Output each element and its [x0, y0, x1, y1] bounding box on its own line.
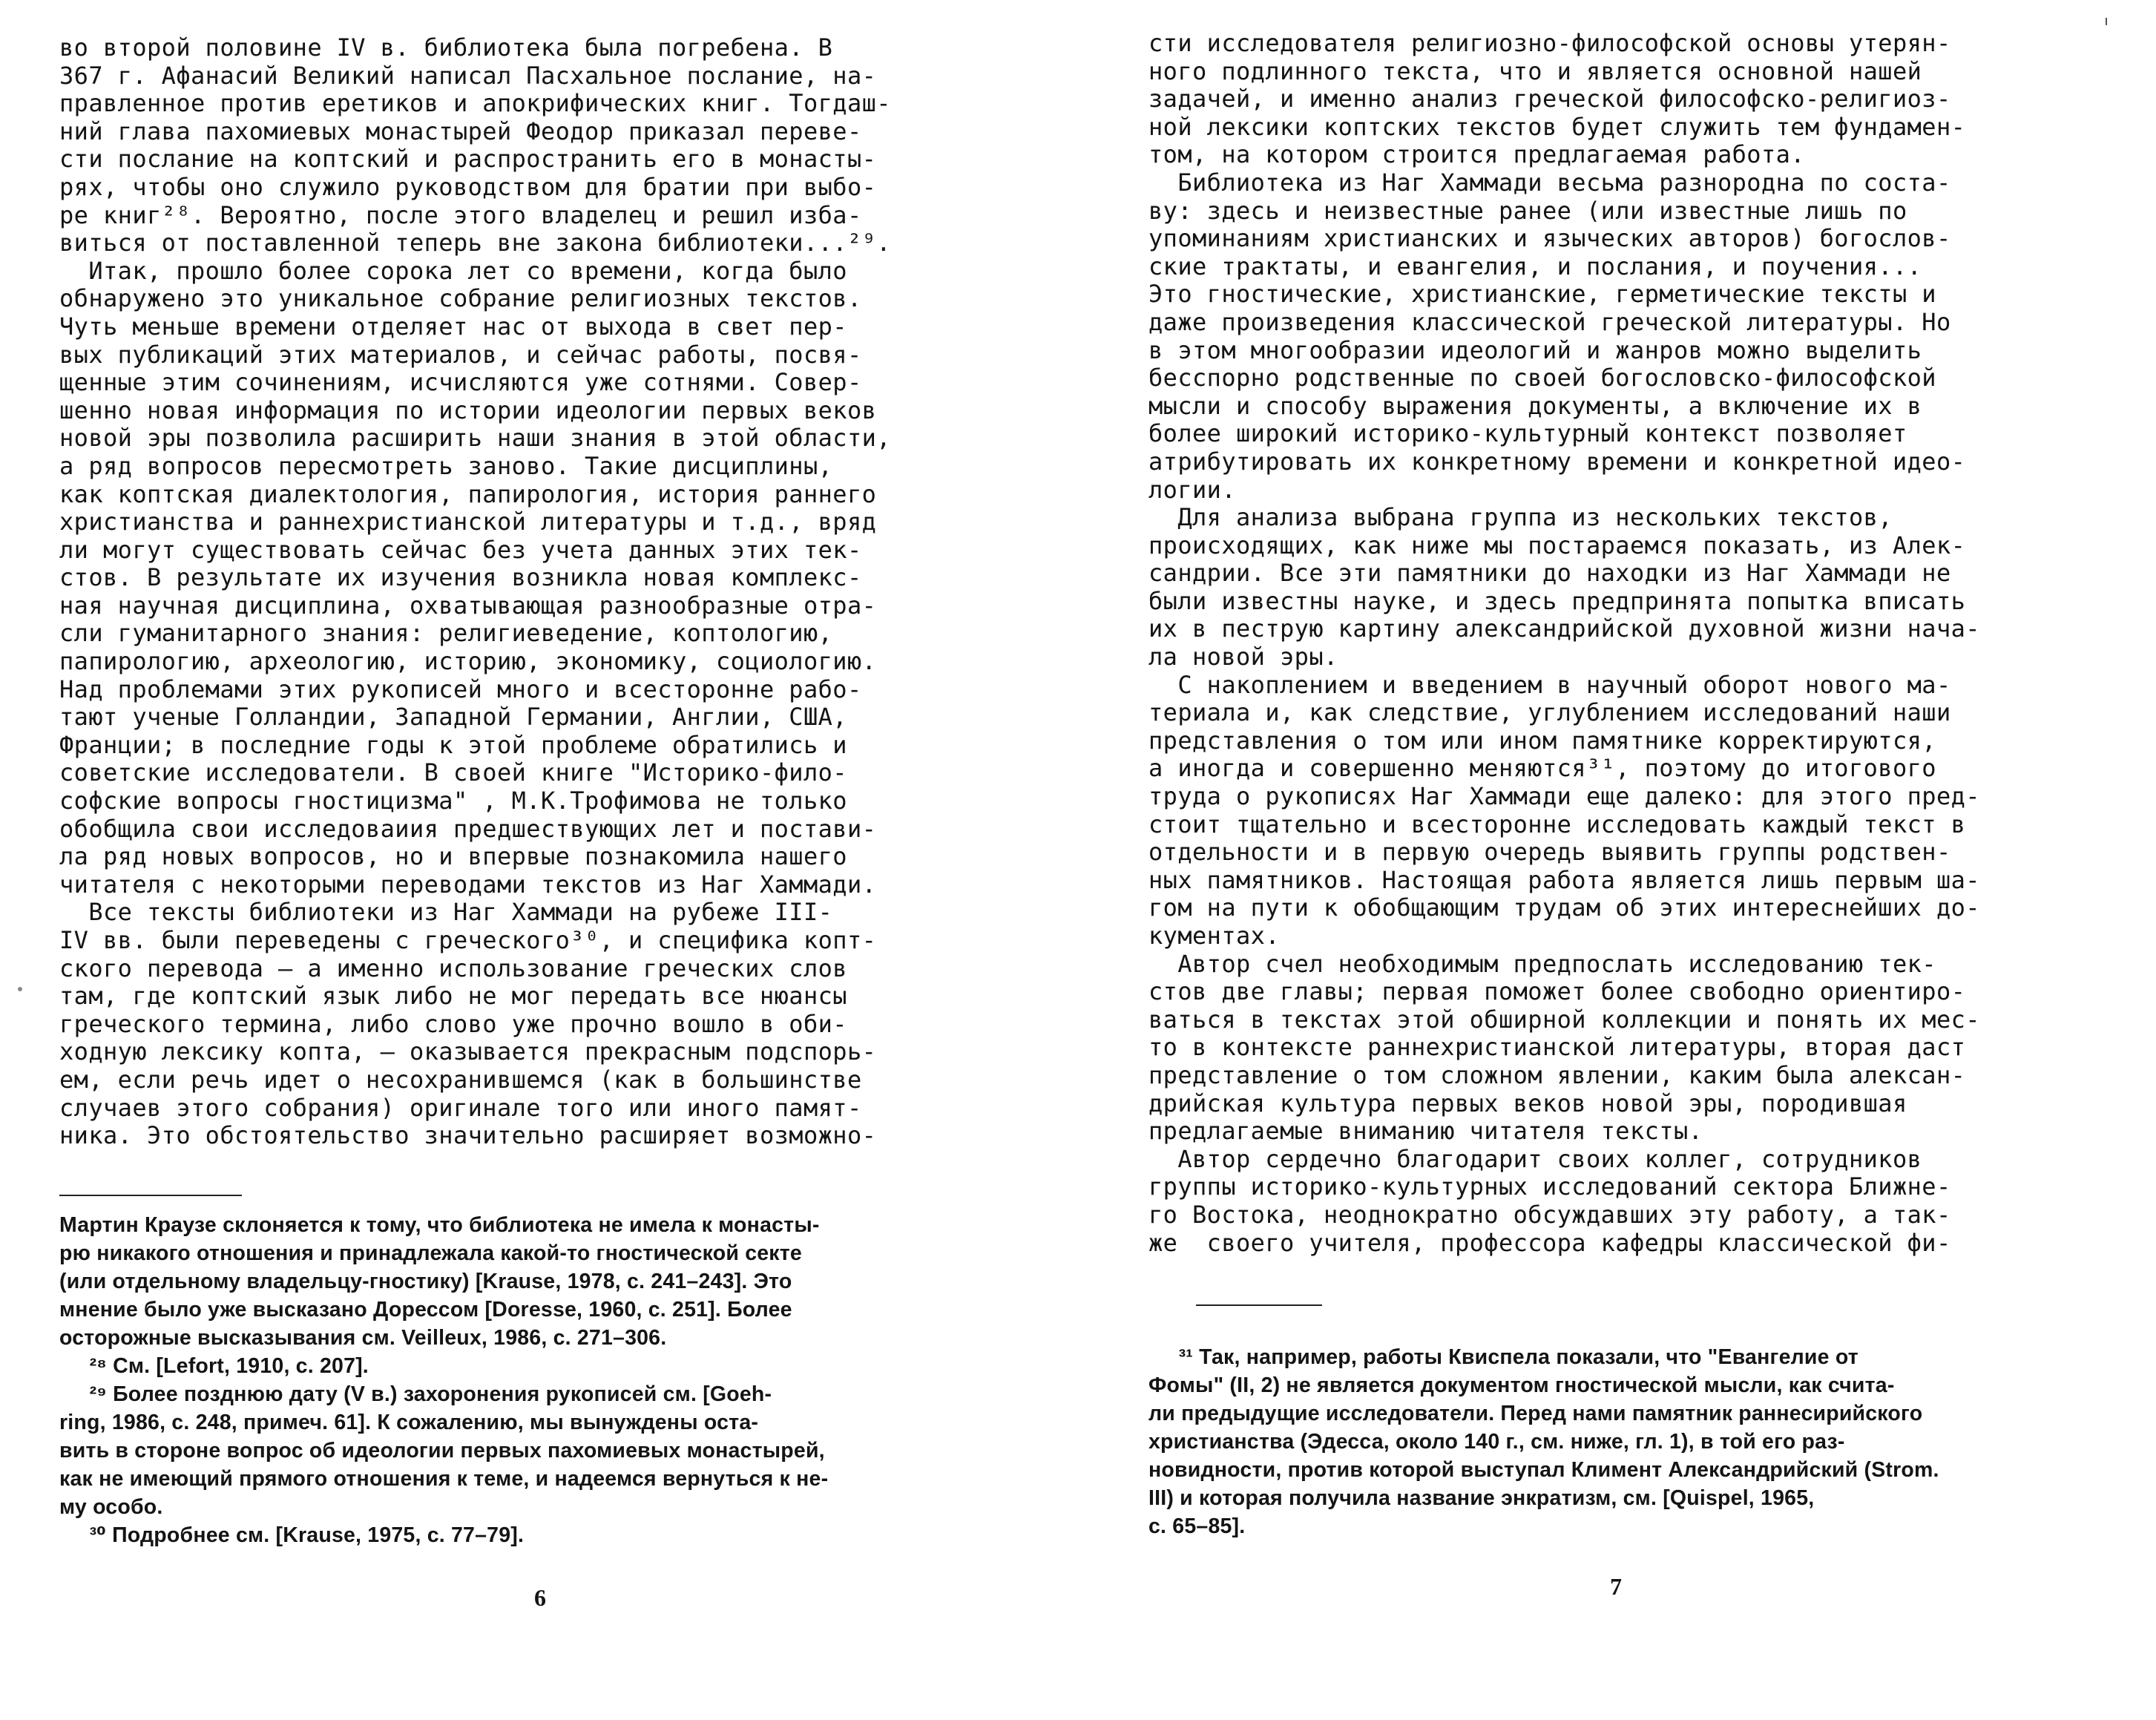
text-line: отдельности и в первую очередь выявить группы родствен-: [1148, 838, 1951, 867]
text-line: щенные этим сочинениям, исчисляются уже сотнями. Совер-: [59, 368, 862, 397]
left-page: [59, 0, 1024, 1720]
text-line: сти послание на коптский и распространить его в монасты-: [59, 145, 877, 174]
footnote-line: ³⁰ Подробнее см. [Krause, 1975, с. 77–79].: [59, 1523, 525, 1547]
text-line: Итак, прошло более сорока лет со времени, когда было: [59, 256, 847, 285]
text-line: дрийская культура первых веков новой эры, породившая: [1148, 1089, 1907, 1117]
text-line: ла ряд новых вопросов, но и впервые познакомила нашего: [59, 842, 847, 871]
text-line: упоминаниям христианских и языческих авторов) богослов-: [1148, 224, 1951, 253]
text-line: во второй половине IV в. библиотека была погребена. В: [59, 33, 833, 62]
text-line: новой эры позволила расширить наши знания в этой области,: [59, 424, 891, 453]
text-line: стов две главы; первая поможет более свободно ориентиро-: [1148, 977, 1966, 1006]
footnote-line: ²⁸ См. [Lefort, 1910, с. 207].: [59, 1354, 369, 1378]
text-line: Все тексты библиотеки из Наг Хаммади на рубеже III-: [59, 898, 833, 927]
text-line: советские исследователи. В своей книге "Историко-фило-: [59, 758, 847, 787]
text-line: мысли и способу выражения документы, а включение их в: [1148, 391, 1922, 420]
text-line: ские трактаты, и евангелия, и послания, и поучения...: [1148, 252, 1922, 280]
footnote-line: ring, 1986, с. 248, примеч. 61]. К сожалению, мы вынуждены оста-: [59, 1411, 759, 1434]
text-line: Это гностические, христианские, герметические тексты и: [1148, 280, 1936, 309]
text-line: читателя с некоторыми переводами текстов из Наг Хаммади.: [59, 870, 877, 899]
text-line: правленное против еретиков и апокрифических книг. Тогдаш-: [59, 89, 891, 118]
text-line: случаев этого собрания) оригинале того или иного памят-: [59, 1093, 862, 1122]
text-line: гом на пути к обобщающим трудам об этих интереснейших до-: [1148, 893, 1980, 922]
text-line: ного подлинного текста, что и является основной нашей: [1148, 56, 1922, 85]
footnote-line: (или отдельному владельцу-гностику) [Krause, 1978, с. 241–243]. Это: [59, 1270, 792, 1293]
text-line: ходную лексику копта, — оказывается прекрасным подспорь-: [59, 1037, 877, 1066]
footnote-line: III) и которая получила название энкратизм, см. [Quispel, 1965,: [1148, 1486, 1815, 1510]
footnote-line: с. 65–85].: [1148, 1514, 1246, 1538]
footnote-line: осторожные высказывания см. Veilleux, 1986, с. 271–306.: [59, 1326, 667, 1350]
text-line: обобщила свои исследоваиия предшествующих лет и постави-: [59, 814, 877, 843]
right-page: [1148, 0, 2113, 1720]
page-number: 6: [534, 1584, 546, 1611]
left-page-footnotes: [59, 1211, 1024, 1549]
text-line: христианства и раннехристианской литературы и т.д., вряд: [59, 508, 877, 536]
text-line: го Востока, неоднократно обсуждавших эту работу, а так-: [1148, 1200, 1951, 1229]
text-line: IV вв. были переведены с греческого³⁰, и специфика копт-: [59, 926, 877, 954]
text-line: как коптская диалектология, папирология, история раннего: [59, 479, 877, 508]
left-page-body-text: [59, 34, 1024, 1150]
text-line: а ряд вопросов пересмотреть заново. Такие дисциплины,: [59, 451, 833, 480]
text-line: представление о том сложном явлении, каким была алексан-: [1148, 1060, 1966, 1089]
text-line: Чуть меньше времени отделяет нас от выхода в свет пер-: [59, 312, 847, 341]
footnote-line: Мартин Краузе склоняется к тому, что библиотека не имела к монасты-: [59, 1213, 820, 1237]
text-line: вых публикаций этих материалов, и сейчас работы, посвя-: [59, 340, 862, 369]
page-number: 7: [1610, 1573, 1622, 1600]
text-line: териала и, как следствие, углублением исследований наши: [1148, 698, 1951, 727]
text-line: ре книг²⁸. Вероятно, после этого владелец и решил изба-: [59, 200, 862, 229]
text-line: ваться в текстах этой обширной коллекции и понять их мес-: [1148, 1005, 1980, 1034]
text-line: логии.: [1148, 475, 1236, 504]
footnote-line: Фомы" (II, 2) не является документом гностической мысли, как счита-: [1148, 1373, 1895, 1397]
text-line: том, на котором строится предлагаемая работа.: [1148, 140, 1805, 169]
right-page-footnotes: [1148, 1343, 2113, 1540]
text-line: более широкий историко-культурный контекст позволяет: [1148, 419, 1907, 448]
footnote-line: как не имеющий прямого отношения к теме, и надеемся вернуться к не-: [59, 1467, 829, 1491]
text-line: ний глава пахомиевых монастырей Феодор приказал переве-: [59, 116, 862, 145]
scan-mark: [2106, 18, 2107, 25]
text-line: бесспорно родственные по своей богословско-философской: [1148, 364, 1936, 393]
text-line: предлагаемые вниманию читателя тексты.: [1148, 1117, 1703, 1146]
text-line: С накоплением и введением в научный оборот нового ма-: [1148, 670, 1951, 699]
text-line: сти исследователя религиозно-философской основы утерян-: [1148, 29, 1951, 57]
text-line: в этом многообразии идеологий и жанров можно выделить: [1148, 335, 1922, 364]
footnote-separator: [1196, 1304, 1322, 1306]
text-line: Над проблемами этих рукописей много и всесторонне рабо-: [59, 674, 862, 703]
text-line: Для анализа выбрана группа из нескольких текстов,: [1148, 503, 1893, 532]
text-line: ем, если речь идет о несохранившемся (как в большинстве: [59, 1065, 862, 1094]
text-line: сли гуманитарного знания: религиеведение, коптологию,: [59, 619, 833, 648]
text-line: шенно новая информация по истории идеологии первых веков: [59, 395, 877, 424]
text-line: Франции; в последние годы к этой проблеме обратились и: [59, 730, 847, 759]
footnote-line: новидности, против которой выступал Климент Александрийский (Strom.: [1148, 1458, 1939, 1482]
text-line: ная научная дисциплина, охватывающая разнообразные отра-: [59, 591, 877, 620]
footnote-line: ²⁹ Более позднюю дату (V в.) захоронения рукописей см. [Goeh-: [59, 1382, 772, 1406]
text-line: группы историко-культурных исследований сектора Ближне-: [1148, 1172, 1951, 1201]
text-line: же своего учителя, профессора кафедры классической фи-: [1148, 1228, 1951, 1257]
text-line: их в пеструю картину александрийской духовной жизни нача-: [1148, 614, 1980, 643]
footnote-line: рю никакого отношения и принадлежала какой-то гностической секте: [59, 1241, 802, 1265]
text-line: ника. Это обстоятельство значительно расширяет возможно-: [59, 1121, 877, 1150]
text-line: Библиотека из Наг Хаммади весьма разнородна по соста-: [1148, 168, 1951, 197]
text-line: виться от поставленной теперь вне закона библиотеки...²⁹.: [59, 229, 891, 257]
text-line: атрибутировать их конкретному времени и конкретной идео-: [1148, 447, 1966, 476]
text-line: там, где коптский язык либо не мог передать все нюансы: [59, 982, 847, 1011]
text-line: ли могут существовать сейчас без учета данных этих тек-: [59, 535, 862, 564]
text-line: папирологию, археологию, историю, экономику, социологию.: [59, 647, 877, 676]
text-line: ных памятников. Настоящая работа является лишь первым ша-: [1148, 865, 1980, 894]
text-line: ной лексики коптских текстов будет служить тем фундамен-: [1148, 112, 1966, 141]
footnote-line: вить в стороне вопрос об идеологии первых пахомиевых монастырей,: [59, 1439, 825, 1463]
footnote-line: му особо.: [59, 1495, 163, 1519]
text-line: 367 г. Афанасий Великий написал Пасхальное послание, на-: [59, 61, 877, 90]
text-line: были известны науке, и здесь предпринята попытка вписать: [1148, 586, 1966, 615]
text-line: даже произведения классической греческой литературы. Но: [1148, 307, 1951, 336]
text-line: представления о том или ином памятнике корректируются,: [1148, 726, 1936, 755]
text-line: задачей, и именно анализ греческой философско-религиоз-: [1148, 85, 1951, 114]
text-line: тают ученые Голландии, Западной Германии, Англии, США,: [59, 703, 847, 732]
footnote-line: ³¹ Так, например, работы Квиспела показали, что "Евангелие от: [1148, 1345, 1858, 1369]
scan-mark: [18, 987, 22, 991]
footnote-separator: [59, 1195, 242, 1196]
text-line: стов. В результате их изучения возникла новая комплекс-: [59, 563, 862, 592]
text-line: то в контексте раннехристианской литературы, вторая даст: [1148, 1033, 1966, 1062]
text-line: труда о рукописях Наг Хаммади еще далеко: для этого пред-: [1148, 782, 1980, 811]
text-line: кументах.: [1148, 922, 1280, 950]
text-line: греческого термина, либо слово уже прочно вошло в оби-: [59, 1009, 847, 1038]
text-line: сандрии. Все эти памятники до находки из Наг Хаммади не: [1148, 559, 1951, 588]
text-line: ву: здесь и неизвестные ранее (или известные лишь по: [1148, 196, 1907, 225]
text-line: Автор счел необходимым предпослать исследованию тек-: [1148, 949, 1936, 978]
text-line: софские вопросы гностицизма" , М.К.Трофимова не только: [59, 787, 847, 815]
right-page-body-text: [1148, 30, 2113, 1257]
footnote-line: христианства (Эдесса, около 140 г., см. ниже, гл. 1), в той его раз-: [1148, 1430, 1845, 1454]
text-line: рях, чтобы оно служило руководством для братии при выбо-: [59, 172, 877, 201]
footnote-line: ли предыдущие исследователи. Перед нами памятник раннесирийского: [1148, 1402, 1923, 1425]
text-line: стоит тщательно и всесторонне исследовать каждый текст в: [1148, 810, 1966, 838]
text-line: ского перевода — а именно использование греческих слов: [59, 953, 847, 982]
text-line: ла новой эры.: [1148, 643, 1338, 672]
text-line: происходящих, как ниже мы постараемся показать, из Алек-: [1148, 531, 1966, 559]
text-line: Автор сердечно благодарит своих коллег, сотрудников: [1148, 1144, 1922, 1173]
text-line: обнаружено это уникальное собрание религиозных текстов.: [59, 284, 862, 313]
footnote-line: мнение было уже высказано Дорессом [Doresse, 1960, с. 251]. Более: [59, 1298, 792, 1322]
text-line: а иногда и совершенно меняются³¹, поэтому до итогового: [1148, 754, 1936, 783]
